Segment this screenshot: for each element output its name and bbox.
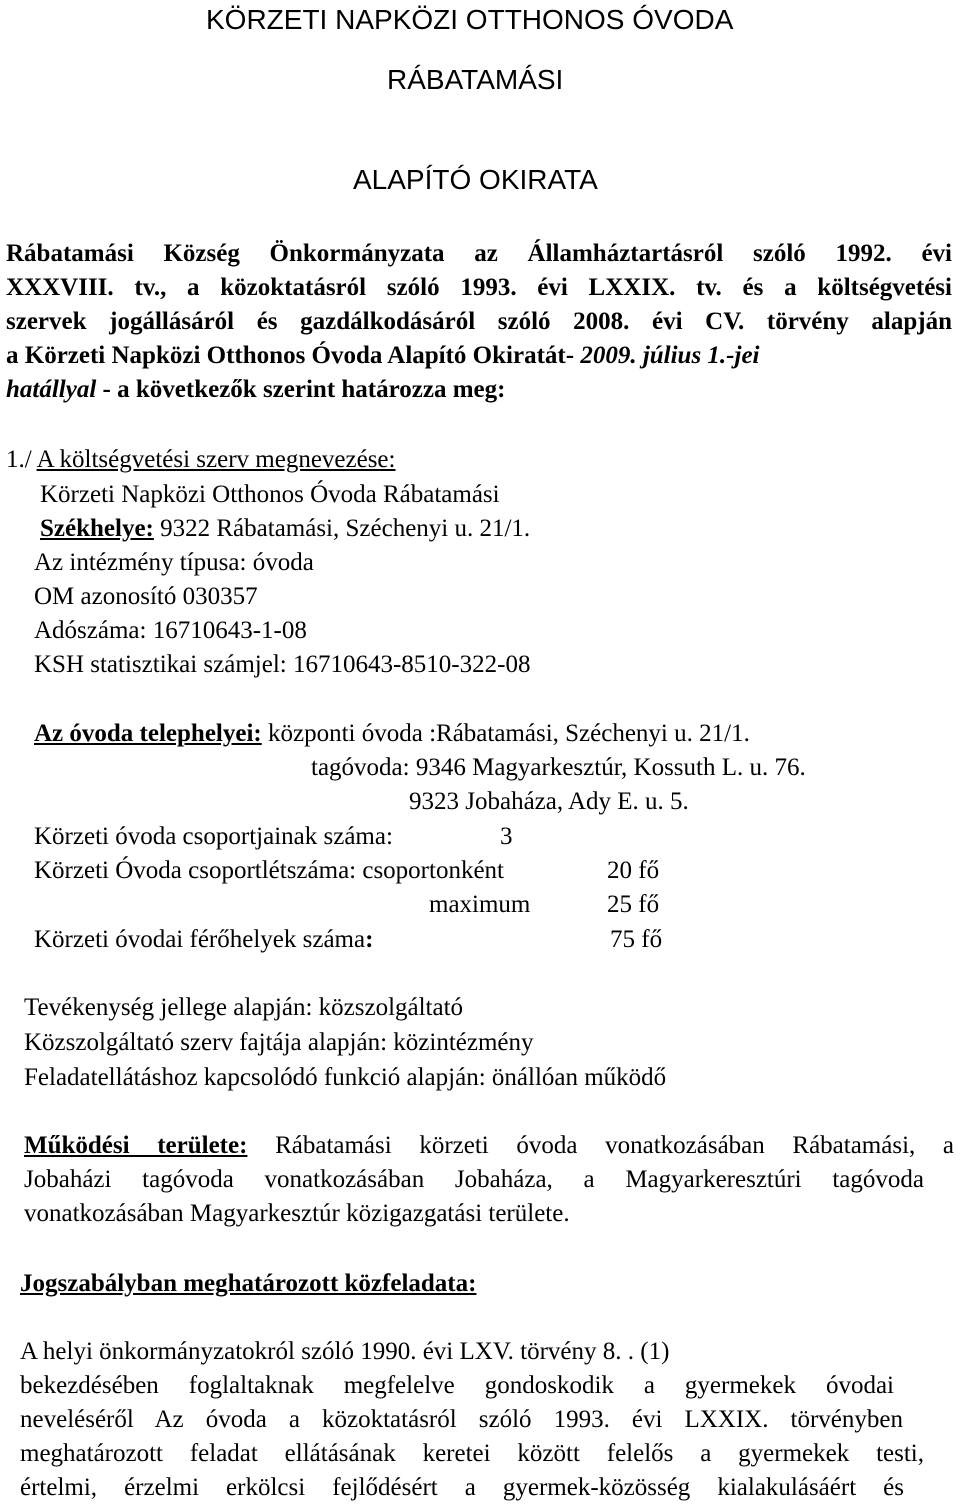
duty-line-1: A helyi önkormányzatokról szóló 1990. évi LXV. törvény 8. . (1) [20, 1338, 670, 1365]
area-text-1: Rábatamási körzeti óvoda vonatkozásában Rábatamási, a [247, 1132, 955, 1159]
places-value: 75 fő [610, 926, 663, 953]
section-1-number: 1./ [6, 446, 37, 473]
group-size-label: Körzeti Óvoda csoportlétszáma: csoportonként [34, 857, 504, 884]
institution-location: RÁBATAMÁSI [387, 64, 564, 95]
tax-number: Adószáma: 16710643-1-08 [34, 617, 307, 644]
activity-line-1: Tevékenység jellege alapján: közszolgáltató [24, 994, 464, 1021]
group-count-label: Körzeti óvoda csoportjainak száma: [34, 823, 393, 850]
sites-label: Az óvoda telephelyei: [34, 720, 262, 747]
intro-line-3: szervek jogállásáról és gazdálkodásáról szóló 2008. évi CV. törvény alapján [6, 308, 952, 335]
intro-line-4-text: a Körzeti Napközi Otthonos Óvoda Alapító Okiratát- [6, 342, 581, 369]
sites-member-2: 9323 Jobaháza, Ady E. u. 5. [409, 788, 689, 815]
activity-line-3: Feladatellátáshoz kapcsolódó funkció alapján: önállóan működő [24, 1064, 667, 1091]
duty-line-3: neveléséről Az óvoda a közoktatásról szóló 1993. évi LXXIX. törvényben [20, 1406, 903, 1433]
effective-date: 2009. július 1.-jei [580, 342, 760, 369]
group-size-value: 20 fő [607, 857, 660, 884]
area-label: Működési területe: [24, 1132, 248, 1159]
seat-line [40, 515, 530, 543]
ksh-number: KSH statisztikai számjel: 16710643-8510-322-08 [34, 651, 531, 678]
places-colon: : [365, 926, 374, 953]
institution-name: Körzeti Napközi Otthonos Óvoda Rábatamási [40, 481, 500, 508]
intro-line-5 [6, 376, 505, 404]
om-id: OM azonosító 030357 [34, 583, 258, 610]
duty-line-4: meghatározott feladat ellátásának keretei között felelős a gyermekek testi, [20, 1440, 924, 1467]
institution-title: KÖRZETI NAPKÖZI OTTHONOS ÓVODA [206, 4, 734, 35]
intro-line-4 [6, 342, 760, 370]
activity-line-2: Közszolgáltató szerv fajtája alapján: közintézmény [24, 1029, 534, 1056]
sites-main: központi óvoda :Rábatamási, Széchenyi u. 21/1. [261, 720, 750, 747]
duty-heading: Jogszabályban meghatározott közfeladata: [20, 1270, 477, 1297]
seat-value: 9322 Rábatamási, Széchenyi u. 21/1. [153, 515, 531, 542]
sites-member-1: tagóvoda: 9346 Magyarkesztúr, Kossuth L. u. 76. [311, 754, 806, 781]
duty-line-5: értelmi, érzelmi erkölcsi fejlődésért a gyermek-közösség kialakulásáért és [20, 1474, 904, 1501]
area-line-2: Jobaházi tagóvoda vonatkozásában Jobaháza, a Magyarkeresztúri tagóvoda [24, 1166, 924, 1193]
section-1-heading [6, 446, 395, 474]
group-max-value: 25 fő [607, 891, 660, 918]
places-label [34, 926, 373, 954]
duty-line-2: bekezdésében foglaltaknak megfelelve gondoskodik a gyermekek óvodai [20, 1372, 894, 1399]
document-title: ALAPÍTÓ OKIRATA [353, 164, 598, 195]
intro-line-1: Rábatamási Község Önkormányzata az Államháztartásról szóló 1992. évi [6, 240, 952, 267]
seat-label: Székhelye: [40, 515, 154, 542]
sites-main-line [34, 720, 750, 748]
places-label-text: Körzeti óvodai férőhelyek száma [34, 926, 366, 953]
intro-line-5-text: - a következők szerint határozza meg: [96, 376, 506, 403]
area-line-3: vonatkozásában Magyarkesztúr közigazgatási területe. [24, 1200, 570, 1227]
intro-line-2: XXXVIII. tv., a közoktatásról szóló 1993. évi LXXIX. tv. és a költségvetési [6, 274, 952, 301]
institution-type: Az intézmény típusa: óvoda [34, 549, 314, 576]
area-line-1 [24, 1132, 954, 1160]
section-1-title: A költségvetési szerv megnevezése: [36, 446, 396, 473]
group-max-label: maximum [429, 891, 531, 918]
group-count-value: 3 [500, 823, 513, 850]
effect-word: hatállyal [6, 376, 97, 403]
